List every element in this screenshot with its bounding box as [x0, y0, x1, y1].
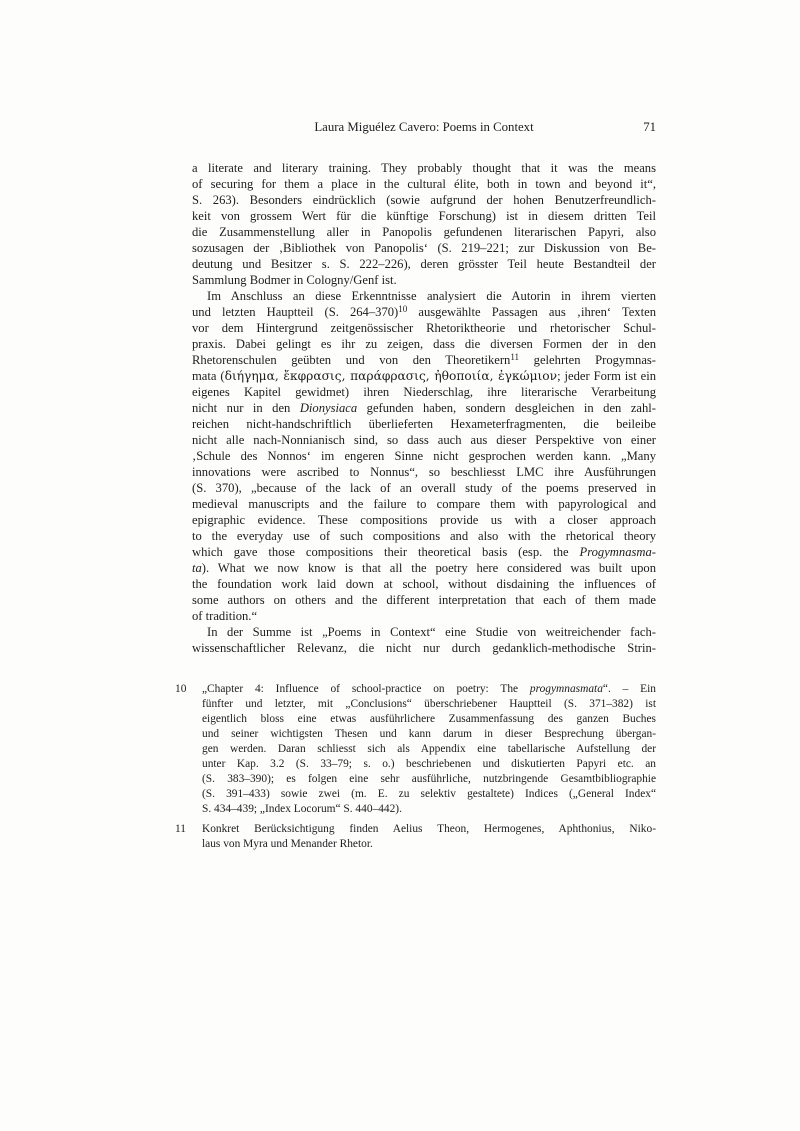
- text-line: fünfter und letzter, mit „Conclusions“ überschriebener Hauptteil (S. 371–382) ist: [202, 698, 656, 710]
- text-line: gen werden. Daran schliesst sich als Appendix eine tabellarische Aufstellung der: [202, 743, 656, 755]
- text-line: die Zusammenstellung aller in Panopolis gefundenen literarischen Papyri, also: [192, 225, 656, 239]
- text-line: praxis. Dabei gelingt es ihr zu zeigen, dass die diversen Formen der in den: [192, 337, 656, 351]
- text-line: of securing for them a place in the cultural élite, both in town and beyond it“,: [192, 177, 656, 191]
- page-number: 71: [643, 120, 656, 134]
- text-line: innovations were ascribed to Nonnus“, so beschliesst LMC ihre Ausführungen: [192, 465, 656, 479]
- text-line: Konkret Berücksichtigung finden Aelius Theon, Hermogenes, Aphthonius, Niko-: [202, 823, 656, 835]
- text-line: unter Kap. 3.2 (S. 33–79; s. o.) beschriebenen und diskutierten Papyri etc. an: [202, 758, 656, 770]
- text-line: (S. 370), „because of the lack of an overall study of the poems preserved in: [192, 481, 656, 495]
- text-line: S. 434–439; „Index Locorum“ S. 440–442).: [202, 803, 402, 815]
- text-line: keit von grossem Wert für die künftige Forschung) ist in diesem dritten Teil: [192, 209, 656, 223]
- footnote-reference: 11: [510, 351, 520, 362]
- text-line: eigenes Kapitel gewidmet) ihren Niederschlag, ihre literarische Verarbeitung: [192, 385, 656, 399]
- text-line: und letzten Hauptteil (S. 264–370)$^{10}$ ausgewählte Passagen aus ‚ihren‘ Texten: [192, 303, 656, 319]
- text-line: which gave those compositions their theoretical basis (esp. the Progymnasma-: [192, 545, 656, 559]
- text-line: „Chapter 4: Influence of school-practice on poetry: The progymnasmata“. – Ein: [202, 683, 656, 695]
- text-line: mata (διήγημα, ἔκφρασις, παράφρασις, ἠθοποιία, ἐγκώμιον; jeder Form ist ein: [192, 369, 656, 383]
- running-header-title: Laura Miguélez Cavero: Poems in Context: [314, 120, 534, 134]
- running-header: [192, 119, 656, 135]
- body-paragraphs: [192, 160, 656, 656]
- footnotes: [173, 682, 656, 852]
- text-line: S. 263). Besonders eindrücklich (sowie aufgrund der hohen Benutzerfreundlich-: [192, 193, 656, 207]
- text-line: of tradition.“: [192, 609, 258, 623]
- text-line: nicht alle nach-Nonnianisch sind, so dass auch aus dieser Perspektive von einer: [192, 433, 656, 447]
- footnote: [173, 822, 656, 852]
- text-line: wissenschaftlicher Relevanz, die nicht nur durch gedanklich-methodische Strin-: [192, 641, 656, 655]
- footnote-reference: 10: [398, 303, 408, 314]
- text-line: ta). What we now know is that all the poetry here considered was built upon: [192, 561, 656, 575]
- text-line: Rhetorenschulen geübten und von den Theoretikern$^{11}$ gelehrten Progymnas-: [192, 351, 657, 367]
- text-line: to the everyday use of such compositions and also with the rhetorical theory: [192, 529, 656, 543]
- text-line: some authors on others and the different interpretation that each of them made: [192, 593, 656, 607]
- text-line: und seiner wichtigsten Thesen und kann darum in dieser Besprechung übergan-: [202, 728, 656, 740]
- text-line: reichen nicht-handschriftlich überlieferten Hexameterfragmenten, die beileibe: [192, 417, 656, 431]
- text-line: (S. 383–390); es folgen eine sehr ausführliche, nutzbringende Gesamtbibliographie: [202, 773, 656, 785]
- text-line: deutung und Besitzer s. S. 222–226), deren grösster Teil heute Bestandteil der: [192, 257, 656, 271]
- footnote-number: 10: [175, 683, 187, 695]
- paragraph: [192, 160, 656, 288]
- footnote: [173, 682, 656, 817]
- text-line: medieval manuscripts and the failure to compare them with papyrological and: [192, 497, 656, 511]
- paragraph: [192, 624, 656, 656]
- text-line: epigraphic evidence. These compositions provide us with a closer approach: [192, 513, 656, 527]
- text-block: [175, 119, 657, 852]
- text-line: Im Anschluss an diese Erkenntnisse analysiert die Autorin in ihrem vierten: [207, 289, 656, 303]
- text-line: the foundation work laid down at school, without disdaining the influences of: [192, 577, 656, 591]
- text-line: a literate and literary training. They probably thought that it was the means: [192, 161, 656, 175]
- text-line: laus von Myra und Menander Rhetor.: [202, 838, 373, 850]
- text-line: In der Summe ist „Poems in Context“ eine Studie von weitreichender fach-: [207, 625, 656, 639]
- text-line: sozusagen der ‚Bibliothek von Panopolis‘ (S. 219–221; zur Diskussion von Be-: [192, 241, 656, 255]
- text-line: (S. 391–433) sowie zwei (m. E. zu selektiv gestaltete) Indices („General Index“: [202, 788, 656, 800]
- text-line: eigentlich bloss eine etwas ausführlichere Zusammenfassung des ganzen Buches: [202, 713, 656, 725]
- footnote-number: 11: [175, 823, 186, 835]
- text-line: vor dem Hintergrund zeitgenössischer Rhetoriktheorie und rhetorischer Schul-: [192, 321, 656, 335]
- text-line: nicht nur in den Dionysiaca gefunden haben, sondern desgleichen in den zahl-: [192, 401, 656, 415]
- text-line: Sammlung Bodmer in Cologny/Genf ist.: [192, 273, 397, 287]
- paragraph: [192, 288, 656, 624]
- text-line: ‚Schule des Nonnos‘ im engeren Sinne nicht gesprochen werden kann. „Many: [192, 449, 656, 463]
